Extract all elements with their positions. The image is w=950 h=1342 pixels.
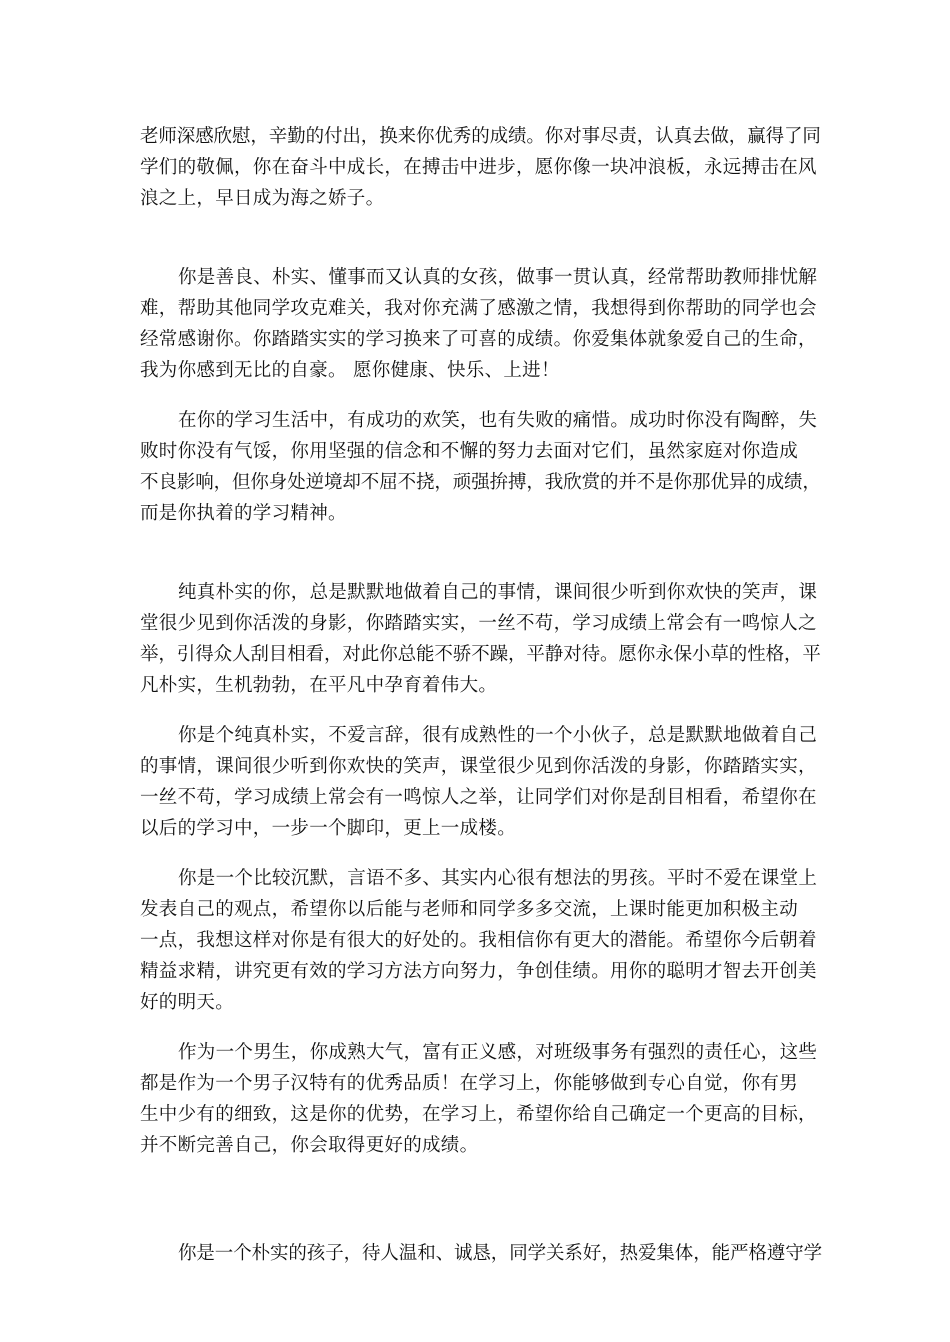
paragraph-7-line-1: 作为一个男生，你成熟大气，富有正义感，对班级事务有强烈的责任心，这些 xyxy=(178,1042,818,1063)
paragraph-2-line-4: 我为你感到无比的自豪。 愿你健康、快乐、上进！ xyxy=(140,360,560,381)
paragraph-8-line-1: 你是一个朴实的孩子，待人温和、诚恳，同学关系好，热爱集体，能严格遵守学 xyxy=(178,1243,823,1264)
paragraph-3-line-3: 不良影响，但你身处逆境却不屈不挠，顽强拚搏，我欣赏的并不是你那优异的成绩， xyxy=(140,472,821,493)
paragraph-4-line-1: 纯真朴实的你，总是默默地做着自己的事情，课间很少听到你欢快的笑声，课 xyxy=(178,582,818,603)
paragraph-6-line-1: 你是一个比较沉默，言语不多、其实内心很有想法的男孩。平时不爱在课堂上 xyxy=(178,868,818,889)
paragraph-1-line-1: 老师深感欣慰，辛勤的付出，换来你优秀的成绩。你对事尽责，认真去做，赢得了同 xyxy=(140,126,821,147)
paragraph-7-line-4: 并不断完善自己，你会取得更好的成绩。 xyxy=(140,1135,479,1156)
paragraph-3-line-2: 败时你没有气馁，你用坚强的信念和不懈的努力去面对它们，虽然家庭对你造成 xyxy=(140,441,799,462)
paragraph-2-line-2: 难，帮助其他同学攻克难关，我对你充满了感激之情，我想得到你帮助的同学也会 xyxy=(140,298,817,319)
paragraph-7-line-2: 都是作为一个男子汉特有的优秀品质！在学习上，你能够做到专心自觉，你有男 xyxy=(140,1073,799,1094)
paragraph-4-line-3: 举，引得众人刮目相看，对此你总能不骄不躁，平静对待。愿你永保小草的性格，平 xyxy=(140,644,821,665)
paragraph-3-line-1: 在你的学习生活中，有成功的欢笑，也有失败的痛惜。成功时你没有陶醉，失 xyxy=(178,410,818,431)
paragraph-3-line-4: 而是你执着的学习精神。 xyxy=(140,503,347,524)
paragraph-1-line-2: 学们的敬佩，你在奋斗中成长，在搏击中进步，愿你像一块冲浪板，永远搏击在风 xyxy=(140,157,817,178)
paragraph-5-line-1: 你是个纯真朴实，不爱言辞，很有成熟性的一个小伙子，总是默默地做着自己 xyxy=(178,725,818,746)
paragraph-6-line-3: 一点，我想这样对你是有很大的好处的。我相信你有更大的潜能。希望你今后朝着 xyxy=(140,930,817,951)
paragraph-6-line-5: 好的明天。 xyxy=(140,992,235,1013)
paragraph-6-line-4: 精益求精，讲究更有效的学习方法方向努力，争创佳绩。用你的聪明才智去开创美 xyxy=(140,961,817,982)
paragraph-7-line-3: 生中少有的细致，这是你的优势，在学习上，希望你给自己确定一个更高的目标， xyxy=(140,1104,817,1125)
paragraph-2-line-3: 经常感谢你。你踏踏实实的学习换来了可喜的成绩。你爱集体就象爱自己的生命， xyxy=(140,329,817,350)
paragraph-6-line-2: 发表自己的观点，希望你以后能与老师和同学多多交流，上课时能更加积极主动 xyxy=(140,899,799,920)
paragraph-1-line-3: 浪之上，早日成为海之娇子。 xyxy=(140,188,385,209)
paragraph-5-line-2: 的事情，课间很少听到你欢快的笑声，课堂很少见到你活泼的身影，你踏踏实实， xyxy=(140,756,817,777)
paragraph-4-line-4: 凡朴实，生机勃勃，在平凡中孕育着伟大。 xyxy=(140,675,498,696)
paragraph-2-line-1: 你是善良、朴实、懂事而又认真的女孩，做事一贯认真，经常帮助教师排忧解 xyxy=(178,267,818,288)
paragraph-5-line-3: 一丝不苟，学习成绩上常会有一鸣惊人之举，让同学们对你是刮目相看，希望你在 xyxy=(140,787,817,808)
paragraph-5-line-4: 以后的学习中，一步一个脚印，更上一成楼。 xyxy=(140,818,517,839)
paragraph-4-line-2: 堂很少见到你活泼的身影，你踏踏实实，一丝不苟，学习成绩上常会有一鸣惊人之 xyxy=(140,613,817,634)
